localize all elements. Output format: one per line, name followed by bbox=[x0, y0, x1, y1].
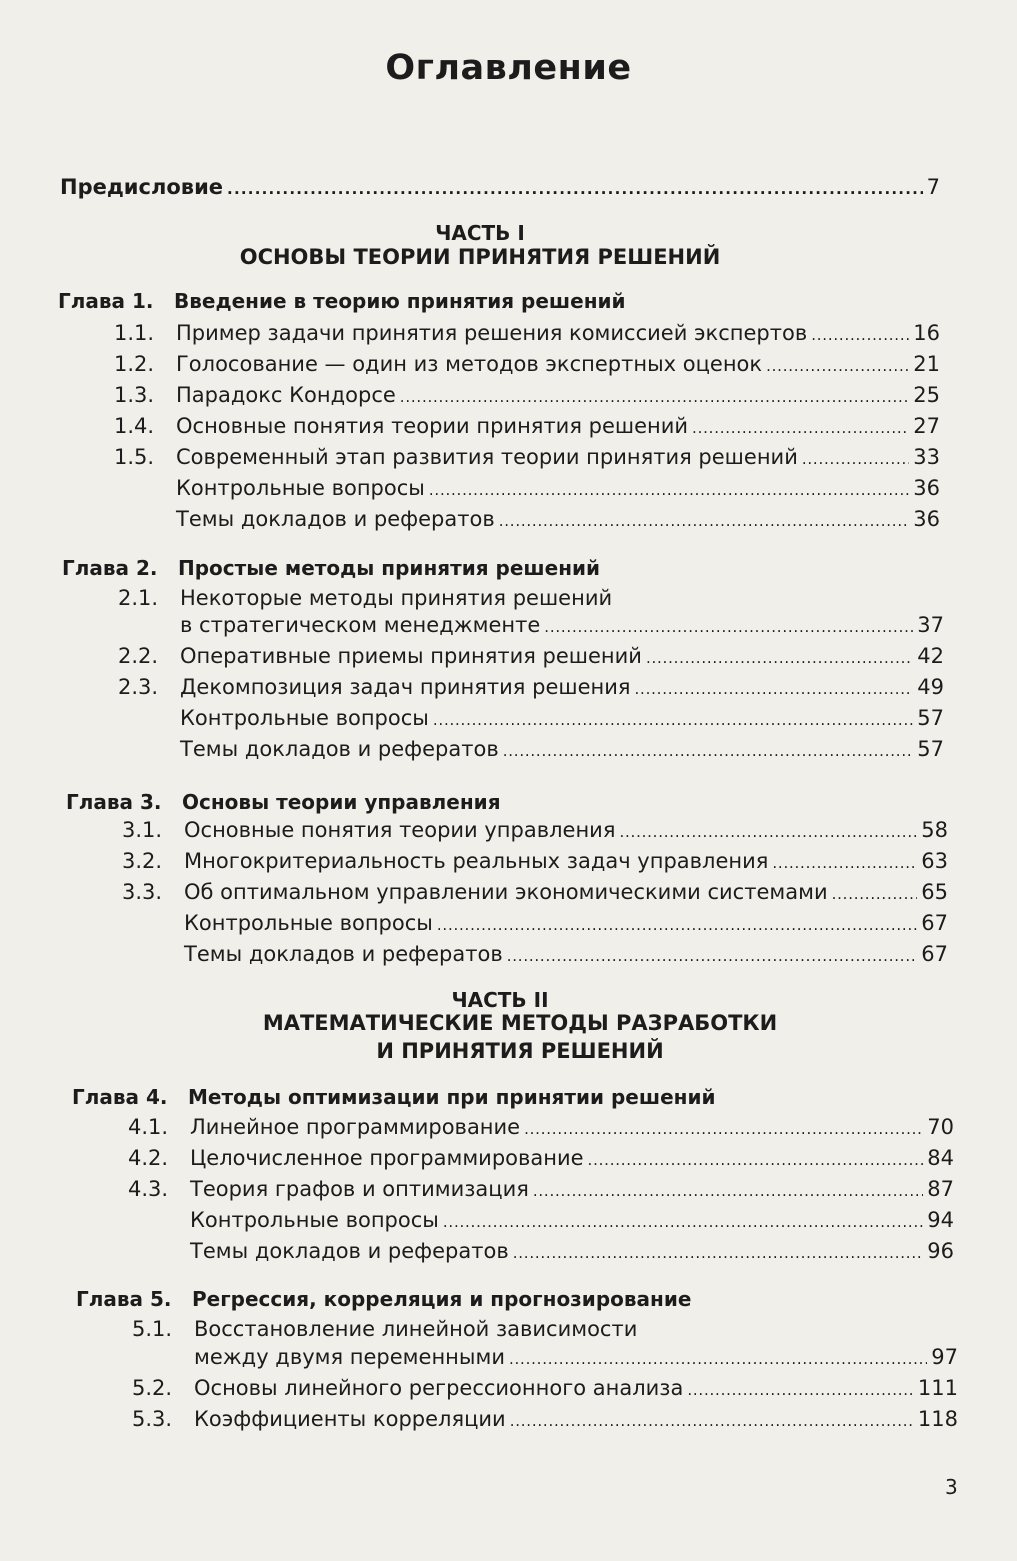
section-title: Об оптимальном управлении экономическими системами bbox=[184, 880, 828, 904]
toc-entry bbox=[176, 473, 940, 503]
leader-dots bbox=[811, 318, 909, 350]
leader-dots bbox=[437, 908, 917, 940]
page-ref: 42 bbox=[917, 644, 944, 668]
toc-entry bbox=[122, 846, 948, 876]
page-ref: 7 bbox=[926, 175, 940, 199]
toc-entry bbox=[184, 939, 948, 969]
toc-entry bbox=[190, 1236, 954, 1266]
chapter-title: Введение в теорию принятия решений bbox=[174, 289, 626, 313]
section-title: Декомпозиция задач принятия решения bbox=[180, 675, 631, 699]
part-title: ОСНОВЫ ТЕОРИИ ПРИНЯТИЯ РЕШЕНИЙ bbox=[239, 245, 721, 269]
page-ref: 36 bbox=[913, 507, 940, 531]
page-ref: 49 bbox=[917, 675, 944, 699]
part-title-continued: И ПРИНЯТИЯ РЕШЕНИЙ bbox=[376, 1039, 664, 1063]
part-label: ЧАСТЬ II bbox=[451, 988, 549, 1012]
section-title: Пример задачи принятия решения комиссией экспертов bbox=[176, 321, 808, 345]
leader-dots bbox=[772, 846, 917, 878]
page-ref: 67 bbox=[921, 942, 948, 966]
section-title: Контрольные вопросы bbox=[190, 1208, 439, 1232]
leader-dots bbox=[513, 1236, 924, 1268]
toc-entry bbox=[128, 1143, 954, 1173]
section-title: Линейное программирование bbox=[190, 1115, 521, 1139]
leader-dots bbox=[646, 641, 913, 673]
toc-entry bbox=[122, 815, 948, 845]
leader-dots bbox=[429, 473, 909, 505]
section-number: 1.3. bbox=[114, 383, 155, 407]
section-title: Основные понятия теории управления bbox=[184, 818, 616, 842]
section-title: Оперативные приемы принятия решений bbox=[180, 644, 642, 668]
section-number: 4.2. bbox=[128, 1146, 169, 1170]
leader-dots bbox=[507, 939, 918, 971]
section-number: 1.1. bbox=[114, 321, 155, 345]
section-title: Восстановление линейной зависимости bbox=[194, 1317, 638, 1341]
section-title: Голосование — один из методов экспертных оценок bbox=[176, 352, 763, 376]
toc-entry bbox=[118, 641, 944, 671]
leader-dots bbox=[544, 610, 913, 642]
page-ref: 94 bbox=[927, 1208, 954, 1232]
toc-entry bbox=[180, 610, 944, 640]
section-title: Парадокс Кондорсе bbox=[176, 383, 396, 407]
section-number: 3.2. bbox=[122, 849, 163, 873]
toc-entry bbox=[176, 504, 940, 534]
page-ref: 118 bbox=[917, 1407, 958, 1431]
page-ref: 27 bbox=[913, 414, 940, 438]
section-title-continued: в стратегическом менеджменте bbox=[180, 613, 541, 637]
leader-dots bbox=[433, 703, 913, 735]
section-title: Современный этап развития теории принятия решений bbox=[176, 445, 798, 469]
chapter-heading bbox=[72, 1082, 716, 1112]
section-number: 3.3. bbox=[122, 880, 163, 904]
section-title: Некоторые методы принятия решений bbox=[180, 586, 613, 610]
section-number: 5.2. bbox=[132, 1376, 173, 1400]
section-number: 4.3. bbox=[128, 1177, 169, 1201]
part-label: ЧАСТЬ I bbox=[435, 221, 525, 245]
section-title: Основные понятия теории принятия решений bbox=[176, 414, 689, 438]
leader-dots bbox=[766, 349, 909, 381]
leader-dots bbox=[503, 734, 914, 766]
page-ref: 87 bbox=[927, 1177, 954, 1201]
preface-entry bbox=[60, 172, 940, 202]
toc-entry bbox=[132, 1404, 958, 1434]
leader-dots bbox=[619, 815, 917, 847]
chapter-label: Глава 3. bbox=[66, 790, 162, 814]
page-ref: 33 bbox=[913, 445, 940, 469]
page-number: 3 bbox=[945, 1475, 958, 1499]
section-number: 1.5. bbox=[114, 445, 155, 469]
toc-entry bbox=[180, 703, 944, 733]
toc-entry bbox=[122, 877, 948, 907]
page-ref: 25 bbox=[913, 383, 940, 407]
leader-dots bbox=[692, 411, 909, 443]
section-title: Основы линейного регрессионного анализа bbox=[194, 1376, 684, 1400]
page-ref: 57 bbox=[917, 737, 944, 761]
page-ref: 65 bbox=[921, 880, 948, 904]
page-ref: 97 bbox=[931, 1345, 958, 1369]
leader-dots bbox=[509, 1342, 927, 1374]
chapter-title: Простые методы принятия решений bbox=[178, 556, 601, 580]
page-ref: 96 bbox=[927, 1239, 954, 1263]
page-ref: 63 bbox=[921, 849, 948, 873]
page-ref: 58 bbox=[921, 818, 948, 842]
chapter-label: Глава 1. bbox=[58, 289, 154, 313]
leader-dots bbox=[588, 1143, 924, 1175]
page-ref: 84 bbox=[927, 1146, 954, 1170]
toc-entry bbox=[114, 318, 940, 348]
chapter-label: Глава 2. bbox=[62, 556, 158, 580]
leader-dots bbox=[687, 1373, 914, 1405]
toc-entry bbox=[114, 380, 940, 410]
section-title: Темы докладов и рефератов bbox=[190, 1239, 509, 1263]
toc-entry bbox=[114, 442, 940, 472]
leader-dots bbox=[499, 504, 910, 536]
page-ref: 16 bbox=[913, 321, 940, 345]
section-number: 1.2. bbox=[114, 352, 155, 376]
section-number: 1.4. bbox=[114, 414, 155, 438]
section-number: 5.3. bbox=[132, 1407, 173, 1431]
section-title: Теория графов и оптимизация bbox=[190, 1177, 529, 1201]
page-title: Оглавление bbox=[385, 48, 632, 88]
section-number: 4.1. bbox=[128, 1115, 169, 1139]
toc-entry-line bbox=[132, 1314, 637, 1344]
leader-dots bbox=[510, 1404, 914, 1436]
page-ref: 37 bbox=[917, 613, 944, 637]
leader-dots bbox=[227, 172, 923, 204]
chapter-label: Глава 5. bbox=[76, 1287, 172, 1311]
toc-entry bbox=[180, 734, 944, 764]
chapter-heading bbox=[62, 553, 600, 583]
page-ref: 67 bbox=[921, 911, 948, 935]
section-title-continued: между двумя переменными bbox=[194, 1345, 505, 1369]
chapter-heading bbox=[58, 286, 626, 316]
section-number: 5.1. bbox=[132, 1317, 173, 1341]
leader-dots bbox=[635, 672, 914, 704]
toc-entry bbox=[190, 1205, 954, 1235]
section-title: Целочисленное программирование bbox=[190, 1146, 584, 1170]
section-title: Контрольные вопросы bbox=[184, 911, 433, 935]
preface-label: Предисловие bbox=[60, 175, 224, 199]
page-ref: 36 bbox=[913, 476, 940, 500]
part-title: МАТЕМАТИЧЕСКИЕ МЕТОДЫ РАЗРАБОТКИ bbox=[262, 1011, 778, 1035]
section-title: Контрольные вопросы bbox=[180, 706, 429, 730]
chapter-heading bbox=[76, 1284, 691, 1314]
chapter-title: Методы оптимизации при принятии решений bbox=[188, 1085, 716, 1109]
toc-entry bbox=[128, 1112, 954, 1142]
page-ref: 70 bbox=[927, 1115, 954, 1139]
toc-entry bbox=[128, 1174, 954, 1204]
page-ref: 111 bbox=[917, 1376, 958, 1400]
leader-dots bbox=[400, 380, 909, 412]
toc-entry-line bbox=[118, 583, 612, 613]
toc-entry bbox=[114, 411, 940, 441]
leader-dots bbox=[832, 877, 918, 909]
leader-dots bbox=[443, 1205, 923, 1237]
section-title: Коэффициенты корреляции bbox=[194, 1407, 506, 1431]
chapter-title: Основы теории управления bbox=[182, 790, 501, 814]
toc-entry bbox=[194, 1342, 958, 1372]
leader-dots bbox=[524, 1112, 923, 1144]
section-number: 2.3. bbox=[118, 675, 159, 699]
chapter-heading bbox=[66, 787, 501, 817]
section-number: 3.1. bbox=[122, 818, 163, 842]
section-title: Контрольные вопросы bbox=[176, 476, 425, 500]
chapter-title: Регрессия, корреляция и прогнозирование bbox=[192, 1287, 692, 1311]
section-number: 2.1. bbox=[118, 586, 159, 610]
toc-entry bbox=[114, 349, 940, 379]
section-title: Темы докладов и рефератов bbox=[184, 942, 503, 966]
leader-dots bbox=[533, 1174, 923, 1206]
toc-entry bbox=[132, 1373, 958, 1403]
page-ref: 21 bbox=[913, 352, 940, 376]
toc-entry bbox=[184, 908, 948, 938]
section-title: Темы докладов и рефератов bbox=[180, 737, 499, 761]
leader-dots bbox=[802, 442, 909, 474]
chapter-label: Глава 4. bbox=[72, 1085, 168, 1109]
section-title: Темы докладов и рефератов bbox=[176, 507, 495, 531]
section-number: 2.2. bbox=[118, 644, 159, 668]
section-title: Многокритериальность реальных задач управления bbox=[184, 849, 769, 873]
toc-entry bbox=[118, 672, 944, 702]
page-ref: 57 bbox=[917, 706, 944, 730]
